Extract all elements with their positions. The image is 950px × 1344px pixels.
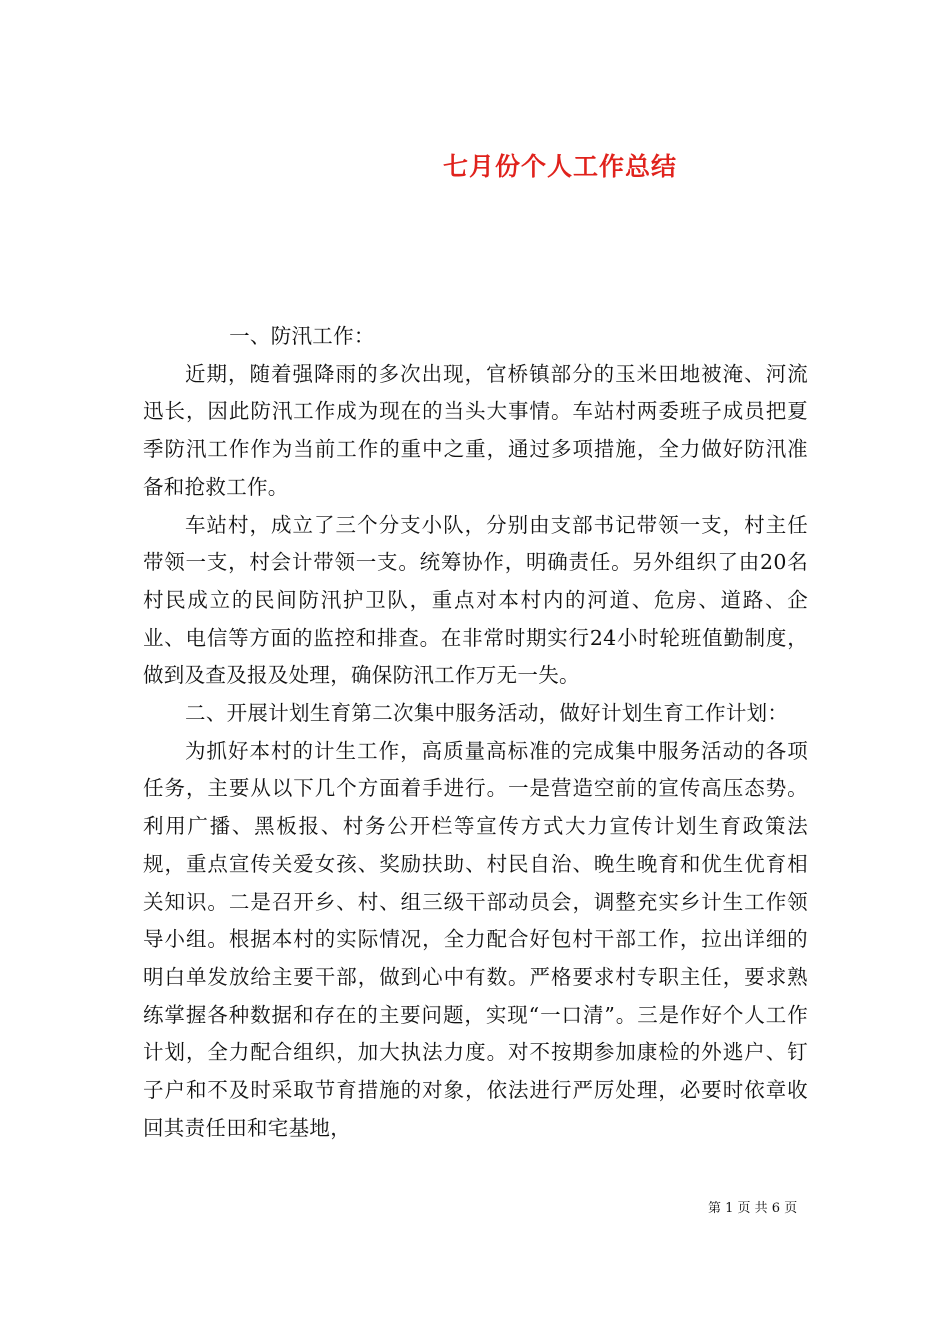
section-heading-flood-control: 一、防汛工作： bbox=[229, 324, 375, 348]
document-title: 七月份个人工作总结 bbox=[442, 151, 677, 181]
page-number: 第 1 页 共 6 页 bbox=[708, 1201, 798, 1216]
paragraph-flood-overview: 近期，随着强降雨的多次出现，官桥镇部分的玉米田地被淹、河流迅长，因此防汛工作成为现在的当头大事情。车站村两委班子成员把夏季防汛工作作为当前工作的重中之重，通过多项措施，全力做好防汛准备和抢救工作。 bbox=[143, 361, 808, 499]
document-body bbox=[143, 318, 808, 1147]
paragraph-family-planning-details: 为抓好本村的计生工作，高质量高标准的完成集中服务活动的各项任务，主要从以下几个方面着手进行。一是营造空前的宣传高压态势。利用广播、黑板报、村务公开栏等宣传方式大力宣传计划生育政策法规，重点宣传关爱女孩、奖励扶助、村民自治、晚生晚育和优生优育相关知识。二是召开乡、村、组三级干部动员会，调整充实乡计生工作领导小组。根据本村的实际情况，全力配合好包村干部工作，拉出详细的明白单发放给主要干部，做到心中有数。严格要求村专职主任，要求熟练掌握各种数据和存在的主要问题，实现“一口清”。三是作好个人工作计划，全力配合组织，加大执法力度。对不按期参加康检的外逃户、钉子户和不及时采取节育措施的对象，依法进行严厉处理，必要时依章收回其责任田和宅基地， bbox=[143, 738, 808, 1140]
section-heading-family-planning: 二、开展计划生育第二次集中服务活动，做好计划生育工作计划： bbox=[185, 701, 789, 726]
paragraph-flood-teams: 车站村，成立了三个分支小队，分别由支部书记带领一支，村主任带领一支，村会计带领一支。统筹协作，明确责任。另外组织了由20名村民成立的民间防汛护卫队，重点对本村内的河道、危房、道路、企业、电信等方面的监控和排查。在非常时期实行24小时轮班值勤制度，做到及查及报及处理，确保防汛工作万无一失。 bbox=[143, 512, 808, 688]
